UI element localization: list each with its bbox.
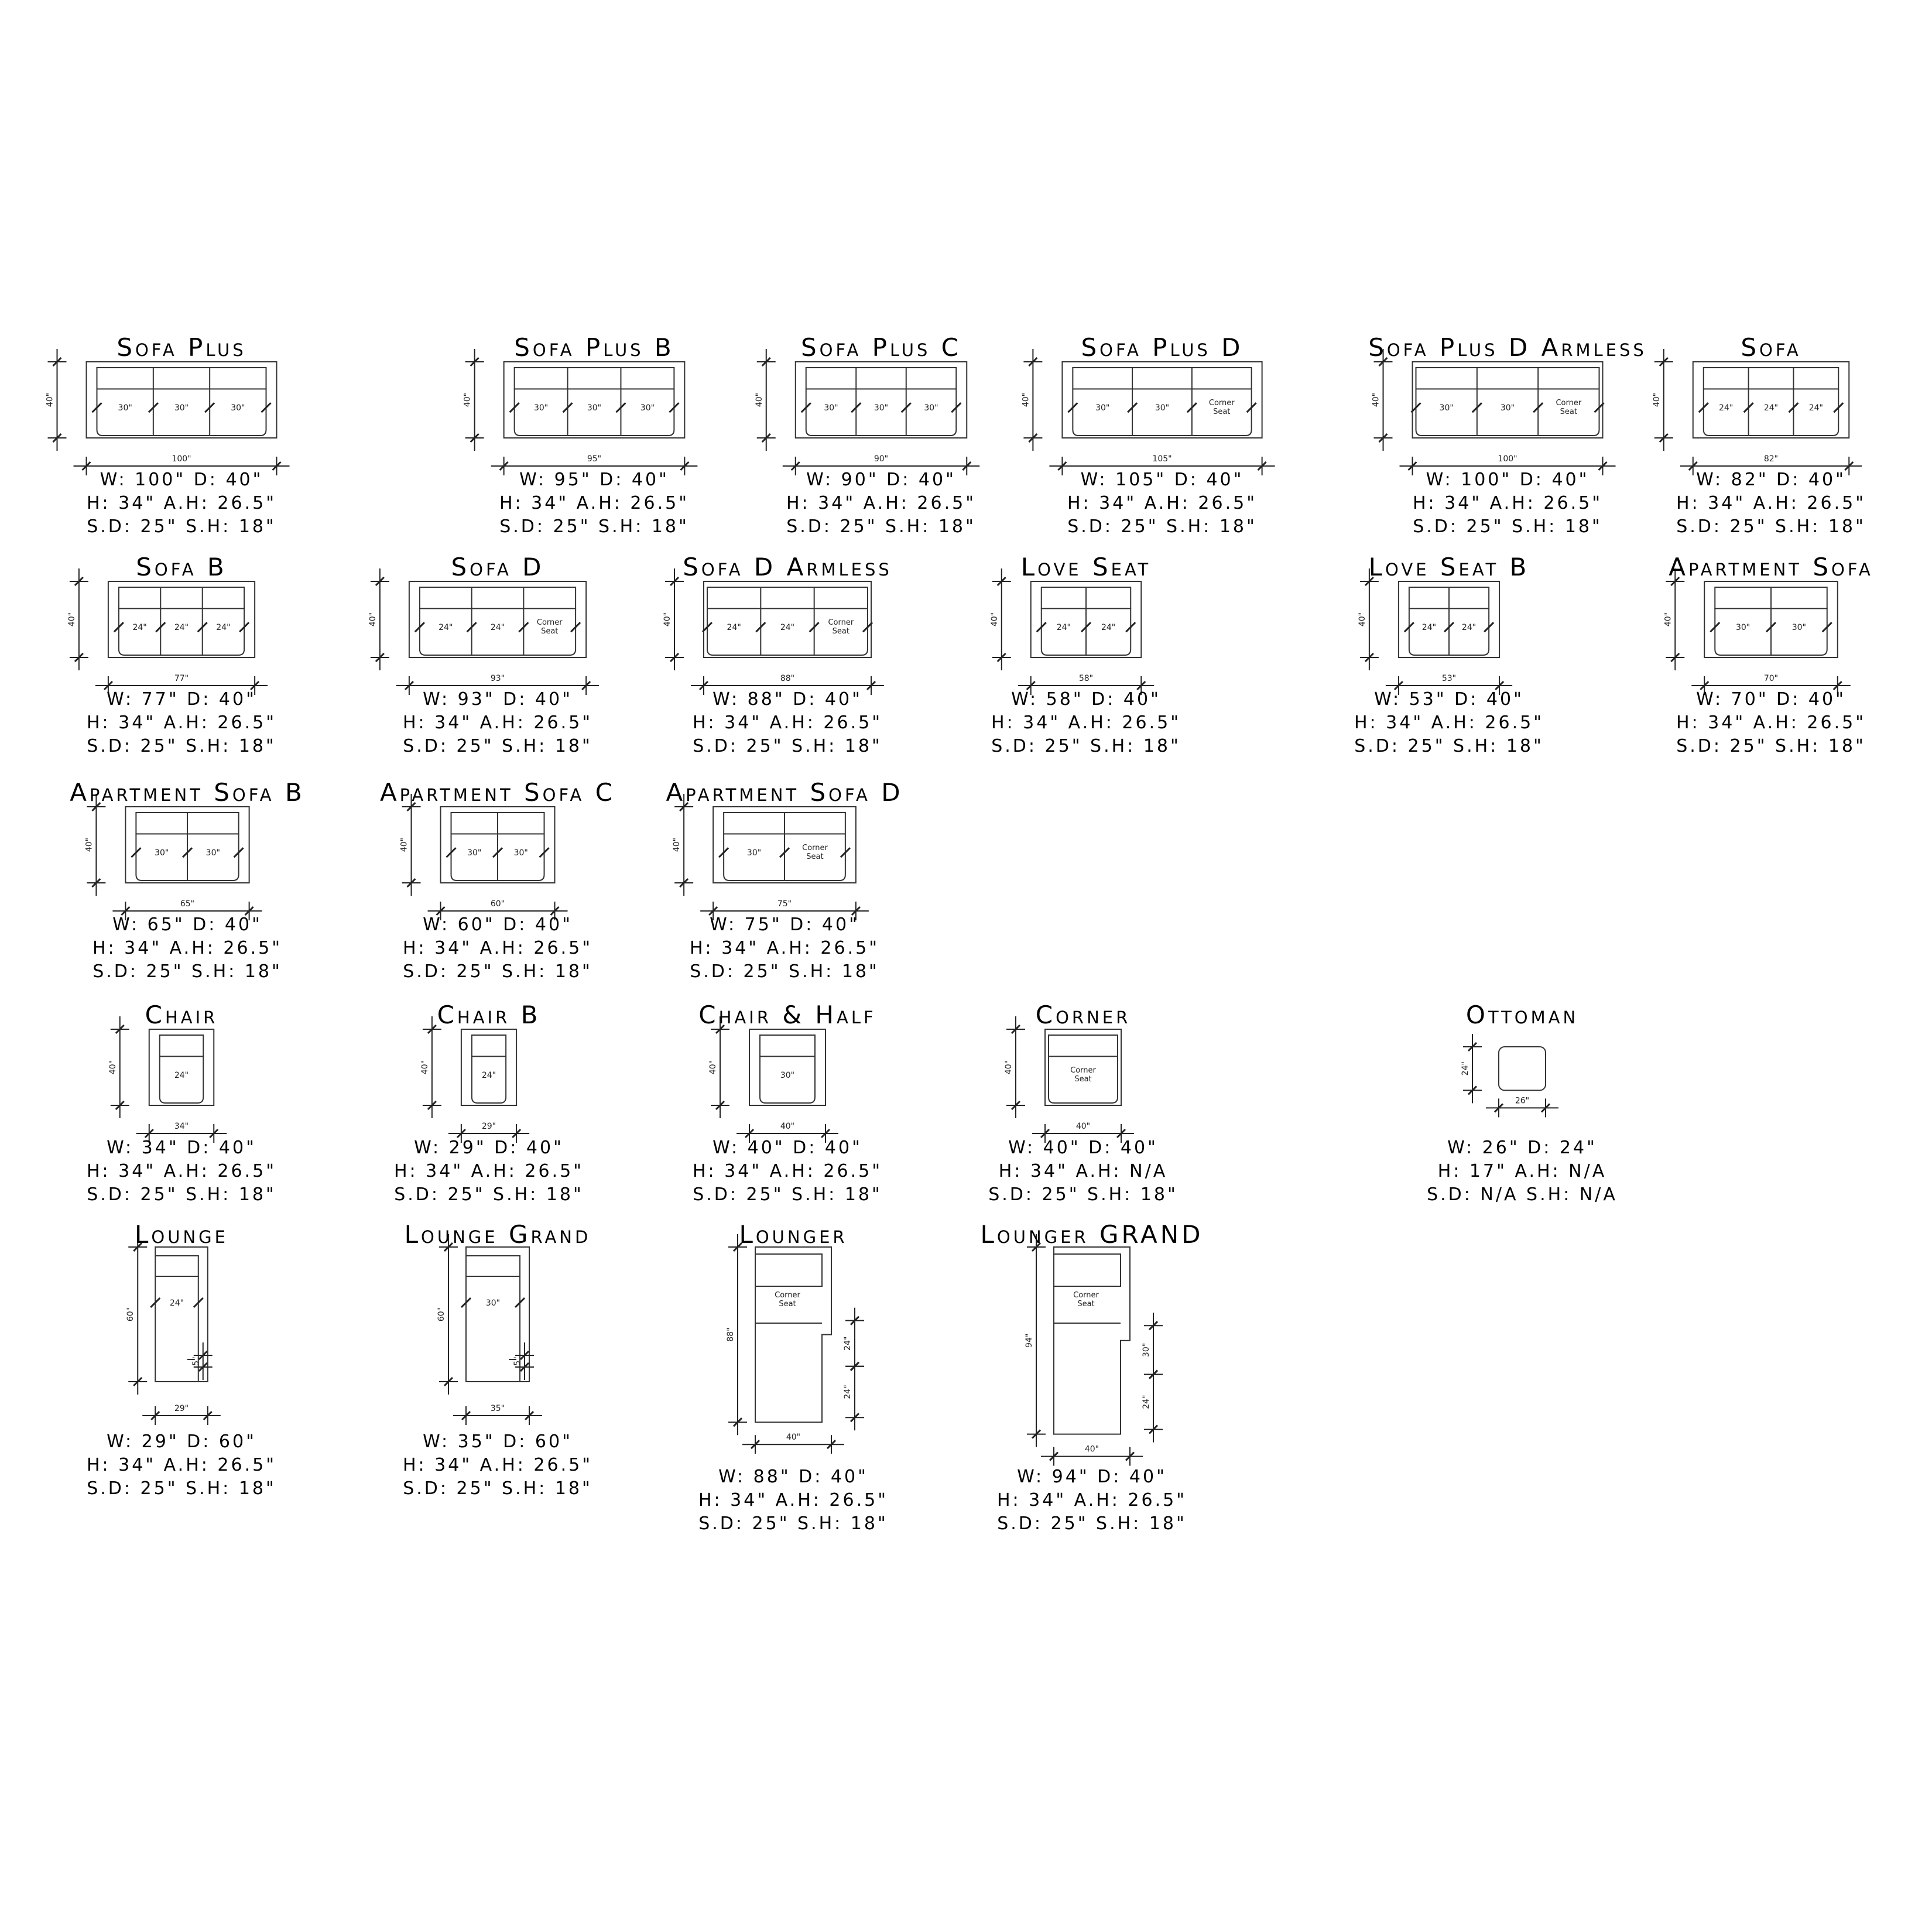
arm-dimension-label: 5" [191,1356,201,1366]
seat-dimension-label: 30" [873,403,889,413]
spec-line: H: 34" A.H: 26.5" [1676,712,1866,733]
seat-dimension-label: 24" [1461,623,1477,633]
spec-line: W: 65" D: 40" [112,914,262,935]
furniture-item [345,553,650,787]
width-dimension-label: 35" [490,1404,505,1413]
plan-geometry [108,1016,227,1143]
seat-dimension-label: 24" [1808,403,1823,413]
spec-line: H: 34" A.H: 26.5" [786,493,977,513]
width-dimension-label: 100" [172,454,191,464]
width-dimension-label: 95" [587,454,602,464]
depth-dimension-label: 94" [1025,1333,1034,1348]
width-dimension-label: 105" [1152,454,1172,464]
spec-line: S.D: 25" S.H: 18" [87,1184,276,1205]
item-title: Chair & Half [698,1001,876,1029]
seat-dimension-label: 30" [1439,403,1454,413]
frame-outline [87,362,277,438]
item-title: Apartment Sofa [1669,553,1873,581]
item-title: Apartment Sofa B [70,778,305,807]
spec-line: H: 34" A.H: 26.5" [689,938,880,958]
plan-geometry [463,349,698,475]
spec-line: S.D: 25" S.H: 18" [93,961,282,982]
spec-line: S.D: 25" S.H: 18" [1676,516,1866,537]
spec-line: W: 58" D: 40" [1011,689,1161,710]
furniture-item [345,779,650,1013]
spec-line: W: 35" D: 60" [423,1431,573,1452]
plan-geometry [420,1016,529,1143]
furniture-item [337,1001,641,1235]
corner-seat-label: Corner [1073,1291,1099,1300]
frame-outline [796,362,967,438]
spec-line: H: 34" A.H: 26.5" [92,938,283,958]
back-cushion [1416,368,1599,389]
spec-line: S.D: 25" S.H: 18" [1676,736,1866,756]
depth-dimension-label: 24" [1461,1061,1470,1076]
item-title: Lounger GRAND [980,1220,1204,1249]
spec-line: W: 95" D: 40" [519,470,669,490]
frame-outline [749,1029,825,1105]
plan-geometry [663,568,884,695]
seat-dimension-label: 30" [485,1299,501,1308]
frame-outline [1054,1247,1130,1434]
width-dimension-label: 82" [1763,454,1779,464]
spec-line: W: 60" D: 40" [423,914,573,935]
spec-line: S.D: 25" S.H: 18" [1354,736,1544,756]
spec-line: W: 94" D: 40" [1017,1467,1167,1487]
spec-line: W: 77" D: 40" [107,689,256,710]
spec-line: S.D: 25" S.H: 18" [1413,516,1602,537]
corner-seat-label: Seat [1213,407,1231,417]
corner-seat-label: Seat [832,627,849,636]
seat-dimension-label: 30" [205,848,220,858]
back-cushion [160,1035,204,1056]
seat-dimension-label: 24" [727,623,741,633]
furniture-item [29,553,334,787]
spec-line: S.D: 25" S.H: 18" [693,736,882,756]
corner-seat-label: Seat [1560,407,1577,417]
spec-line: H: 34" A.H: N/A [998,1161,1168,1181]
item-title: Apartment Sofa C [379,778,616,807]
width-dimension-label: 60" [490,899,505,909]
spec-line: W: 75" D: 40" [710,914,859,935]
back-cushion [97,368,266,389]
spec-line: S.D: 25" S.H: 18" [87,1478,276,1499]
item-title: Sofa Plus C [800,333,962,362]
spec-line: H: 34" A.H: 26.5" [1676,493,1866,513]
spec-line: W: 82" D: 40" [1696,470,1846,490]
depth-dimension-label: 40" [67,612,77,627]
spec-line: S.D: 25" S.H: 18" [87,516,276,537]
furniture-item [1619,553,1923,787]
width-dimension-label: 40" [1075,1122,1091,1131]
spec-line: H: 34" A.H: 26.5" [692,1161,883,1181]
spec-line: W: 90" D: 40" [806,470,956,490]
seat-dimension-label: 24" [1763,403,1779,413]
spec-line: W: 105" D: 40" [1080,470,1244,490]
width-dimension-label: 26" [1515,1096,1530,1106]
frame-outline [504,362,685,438]
plan-geometry [1652,349,1862,475]
depth-dimension-label: 40" [1663,612,1673,627]
spec-line: S.D: 25" S.H: 18" [988,1184,1178,1205]
plan-geometry [672,794,869,920]
ottoman-outline [1499,1047,1546,1090]
spec-line: W: 53" D: 40" [1374,689,1524,710]
plan-geometry [437,1234,542,1425]
width-dimension-label: 34" [174,1122,189,1131]
spec-line: H: 34" A.H: 26.5" [996,1490,1187,1510]
width-dimension-label: 77" [174,674,189,683]
corner-seat-label: Seat [541,627,559,636]
spec-line: H: 17" A.H: N/A [1437,1161,1607,1181]
depth-dimension-label: 40" [1652,392,1662,407]
item-title: Corner [1035,1001,1131,1029]
furniture-item [632,779,937,1013]
item-title: Apartment Sofa D [666,778,903,807]
seat-dimension-label: 30" [1735,623,1751,633]
spec-line: S.D: N/A S.H: N/A [1427,1184,1618,1205]
spec-line: H: 34" A.H: 26.5" [499,493,690,513]
spec-line: H: 34" A.H: 26.5" [1412,493,1603,513]
seat-dimension-label: 24" [439,623,453,633]
furniture-item [940,1220,1244,1534]
width-dimension-label: 29" [174,1404,189,1413]
seat-dimension-label: 30" [231,403,245,413]
spec-line: S.D: 25" S.H: 18" [991,736,1181,756]
depth-dimension-label: 40" [399,837,409,852]
seat-dimension-label: 30" [1791,623,1807,633]
back-cushion [466,1256,520,1276]
spec-line: S.D: 25" S.H: 18" [403,961,592,982]
seat-dimension-label: 30" [640,403,655,413]
item-title: Sofa D Armless [683,553,892,581]
width-dimension-label: 53" [1441,674,1457,683]
depth-dimension-label: 40" [754,392,764,407]
seat-dimension-label: 30" [924,403,938,413]
seat-dimension-label: 30" [824,403,838,413]
seat-dimension-label: 30" [780,1071,795,1081]
spec-line: H: 34" A.H: 26.5" [698,1490,889,1510]
depth-dimension-label: 40" [1371,392,1381,407]
side-dimension-label: 24" [843,1385,852,1399]
plan-geometry [1372,349,1616,475]
corner-seat-label: Corner [802,844,828,853]
seat-dimension-label: 30" [746,848,762,858]
width-dimension-label: 93" [490,674,505,683]
seat-dimension-label: 24" [1101,623,1116,633]
spec-line: H: 34" A.H: 26.5" [393,1161,584,1181]
seat-dimension-label: 24" [132,623,147,633]
furniture-item [729,334,1033,568]
width-dimension-label: 100" [1498,454,1517,464]
plan-geometry [84,794,262,920]
furniture-item [641,1220,946,1534]
item-title: Lounger [739,1220,848,1249]
seat-dimension-label: 24" [1421,623,1437,633]
width-dimension-label: 65" [180,899,195,909]
plan-geometry [708,1016,838,1143]
depth-dimension-label: 40" [84,837,94,852]
spec-line: S.D: 25" S.H: 18" [997,1513,1187,1534]
spec-line: W: 29" D: 60" [107,1431,256,1452]
depth-dimension-label: 40" [463,392,472,407]
item-title: Sofa Plus D [1081,333,1244,362]
item-title: Sofa [1741,333,1801,362]
plan-geometry [1358,568,1512,695]
spec-line: S.D: 25" S.H: 18" [403,736,592,756]
spec-line: H: 34" A.H: 26.5" [86,1161,277,1181]
side-dimension-label: 24" [1142,1395,1151,1409]
spec-line: W: 88" D: 40" [712,689,862,710]
seat-dimension-label: 30" [1155,403,1170,413]
corner-seat-label: Corner [828,618,854,628]
furniture-plan-drawing [29,1221,334,1455]
spec-line: H: 34" A.H: 26.5" [991,712,1181,733]
back-cushion [760,1035,815,1056]
item-title: Sofa Plus [117,333,246,362]
spec-line: W: 26" D: 24" [1447,1138,1597,1158]
back-cushion [755,1254,822,1286]
item-title: Lounge [135,1220,228,1249]
item-title: Chair [145,1001,218,1029]
corner-seat-label: Seat [779,1300,796,1308]
depth-dimension-label: 40" [368,612,378,627]
corner-seat-label: Corner [1070,1066,1096,1075]
corner-seat-label: Corner [1556,399,1582,408]
frame-outline [149,1029,214,1105]
depth-dimension-label: 40" [708,1060,718,1075]
spec-line: W: 88" D: 40" [718,1467,868,1487]
spec-line: H: 34" A.H: 26.5" [1354,712,1544,733]
depth-dimension-label: 40" [1021,392,1031,407]
spec-line: S.D: 25" S.H: 18" [87,736,276,756]
furniture-plan-drawing [345,1221,650,1455]
depth-dimension-label: 60" [436,1307,446,1322]
spec-line: S.D: 25" S.H: 18" [403,1478,592,1499]
width-dimension-label: 40" [1084,1444,1099,1454]
corner-seat-label: Seat [1074,1075,1092,1084]
seat-dimension-label: 24" [1056,623,1071,633]
plan-geometry [1663,568,1851,695]
furniture-item [931,1001,1235,1235]
seat-dimension-label: 24" [216,623,231,633]
depth-dimension-label: 60" [126,1307,136,1322]
spec-line: W: 29" D: 40" [414,1138,564,1158]
seat-dimension-label: 24" [490,623,505,633]
back-cushion [1704,368,1839,389]
plan-geometry [67,568,268,695]
seat-dimension-label: 30" [155,848,169,858]
seat-dimension-label: 30" [513,848,528,858]
depth-dimension-label: 40" [420,1060,430,1075]
plan-geometry [126,1234,221,1425]
plan-geometry [400,794,568,920]
item-title: Ottoman [1465,1001,1579,1029]
back-cushion [806,368,957,389]
furniture-item [29,334,334,568]
spec-line: W: 93" D: 40" [423,689,573,710]
furniture-item [1619,334,1923,568]
item-title: Lounge Grand [404,1220,591,1249]
seat-dimension-label: 30" [118,403,132,413]
item-title: Sofa Plus D Armless [1368,333,1647,362]
spec-line: S.D: 25" S.H: 18" [690,961,879,982]
depth-dimension-label: 40" [989,612,999,627]
back-cushion [472,1035,506,1056]
width-dimension-label: 40" [786,1433,801,1443]
item-title: Sofa D [451,553,544,581]
depth-dimension-label: 40" [45,392,55,407]
plan-geometry [1021,349,1275,475]
spec-line: W: 40" D: 40" [712,1138,862,1158]
corner-seat-label: Corner [775,1291,800,1300]
seat-dimension-label: 24" [780,623,795,633]
spec-line: H: 34" A.H: 26.5" [86,493,277,513]
furniture-item [29,1001,334,1235]
seat-dimension-label: 30" [174,403,189,413]
spec-line: S.D: 25" S.H: 18" [698,1513,888,1534]
plan-geometry [1025,1234,1163,1466]
seat-dimension-label: 30" [1095,403,1110,413]
spec-line: H: 34" A.H: 26.5" [86,712,277,733]
plan-geometry [990,568,1155,695]
seat-dimension-label: 24" [481,1071,496,1081]
item-title: Love Seat B [1368,553,1530,581]
frame-outline [755,1247,831,1422]
arm-dimension-label: 5" [513,1356,523,1366]
furniture-plan-drawing [641,1221,946,1455]
width-dimension-label: 90" [873,454,889,464]
spec-line: S.D: 25" S.H: 18" [693,1184,882,1205]
furniture-item [1355,334,1660,568]
depth-dimension-label: 40" [1357,612,1367,627]
seat-dimension-label: 30" [587,403,602,413]
furniture-plan-drawing [940,1221,1244,1455]
back-cushion [1054,1254,1121,1286]
back-cushion [1049,1035,1118,1056]
frame-outline [1693,362,1849,438]
spec-line: H: 34" A.H: 26.5" [692,712,883,733]
spec-line: S.D: 25" S.H: 18" [394,1184,584,1205]
furniture-item [442,334,746,568]
plan-geometry [755,349,980,475]
frame-outline [461,1029,516,1105]
furniture-item [934,553,1238,787]
furniture-item [35,779,340,1013]
spec-line: S.D: 25" S.H: 18" [786,516,976,537]
furniture-item [1297,553,1601,787]
width-dimension-label: 75" [777,899,792,909]
spec-line: W: 100" D: 40" [1426,470,1590,490]
plan-geometry [726,1234,864,1454]
back-cushion [119,587,244,608]
back-cushion [707,587,868,608]
spec-line: W: 34" D: 40" [107,1138,256,1158]
width-dimension-label: 40" [780,1122,795,1131]
corner-seat-label: Seat [806,852,824,862]
spec-line: H: 34" A.H: 26.5" [402,1455,593,1475]
seat-dimension-label: 24" [174,1071,189,1081]
spec-line: H: 34" A.H: 26.5" [402,712,593,733]
spec-line: S.D: 25" S.H: 18" [1067,516,1257,537]
seat-dimension-label: 30" [533,403,549,413]
depth-dimension-label: 40" [1004,1060,1013,1075]
back-cushion [420,587,576,608]
corner-seat-label: Corner [536,618,563,628]
item-title: Sofa Plus B [514,333,674,362]
seat-dimension-label: 24" [169,1299,184,1308]
back-cushion [1073,368,1251,389]
spec-line: W: 100" D: 40" [100,470,263,490]
seat-dimension-label: 30" [467,848,482,858]
seat-dimension-label: 30" [1500,403,1515,413]
depth-dimension-label: 40" [108,1060,118,1075]
width-dimension-label: 58" [1078,674,1094,683]
seat-dimension-label: 24" [1719,403,1734,413]
back-cushion [155,1256,198,1276]
frame-outline [108,581,255,657]
furniture-item [29,1220,334,1499]
plan-geometry [368,568,599,695]
depth-dimension-label: 40" [663,612,672,627]
corner-seat-label: Corner [1208,399,1235,408]
furniture-item [635,1001,940,1235]
back-cushion [515,368,674,389]
spec-line: S.D: 25" S.H: 18" [499,516,689,537]
side-dimension-label: 24" [843,1336,852,1351]
furniture-item [1370,1001,1674,1235]
furniture-item [1010,334,1314,568]
spec-line: W: 70" D: 40" [1696,689,1846,710]
depth-dimension-label: 88" [726,1327,735,1342]
plan-geometry [1461,1034,1558,1117]
spec-line: H: 34" A.H: 26.5" [402,938,593,958]
side-dimension-label: 30" [1142,1342,1151,1358]
furniture-item [345,1220,650,1499]
seat-dimension-label: 24" [174,623,189,633]
item-title: Chair B [437,1001,541,1029]
item-title: Sofa B [136,553,227,581]
furniture-item [635,553,940,787]
spec-line: W: 40" D: 40" [1008,1138,1158,1158]
width-dimension-label: 29" [481,1122,496,1131]
spec-line: H: 34" A.H: 26.5" [86,1455,277,1475]
width-dimension-label: 88" [780,674,795,683]
spec-line: H: 34" A.H: 26.5" [1067,493,1258,513]
item-title: Love Seat [1020,553,1152,581]
corner-seat-label: Seat [1077,1300,1095,1308]
plan-geometry [1004,1016,1134,1143]
depth-dimension-label: 40" [672,837,682,852]
plan-geometry [46,349,290,475]
width-dimension-label: 70" [1763,674,1779,683]
